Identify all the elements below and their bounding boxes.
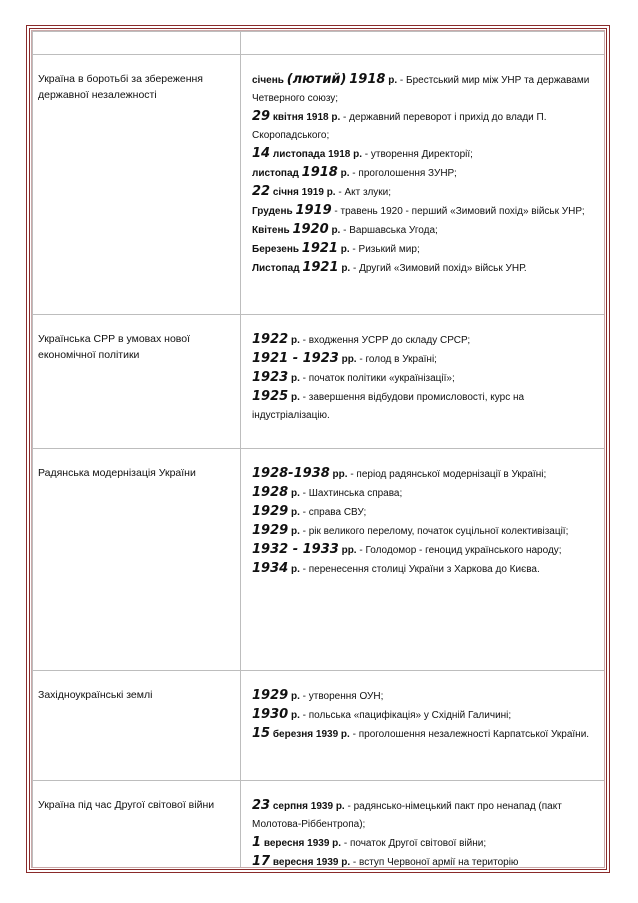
event-item [252, 350, 599, 369]
events-cell [241, 781, 606, 869]
event-text: - період радянської модернізації в Україні; [347, 469, 547, 480]
event-date-suffix: р. [340, 168, 350, 179]
event-year: 14 [252, 146, 271, 161]
history-table [32, 31, 605, 868]
table-row [33, 55, 606, 315]
event-date-suffix: квітня 1918 р. [272, 112, 341, 123]
event-year: 1934 [252, 561, 289, 576]
table-row [33, 449, 606, 671]
event-date-suffix: р. [290, 526, 300, 537]
event-year: 1919 [295, 203, 332, 218]
table-body [33, 55, 606, 869]
event-month: листопад [252, 168, 299, 179]
event-item [252, 834, 599, 853]
event-year: 17 [252, 854, 271, 868]
event-text: - рік великого перелому, початок суцільної колективізації; [299, 526, 569, 537]
event-item [252, 797, 599, 834]
event-year: 1918 [349, 72, 386, 87]
events-cell [241, 315, 606, 449]
event-item [252, 183, 599, 202]
event-item [252, 853, 599, 868]
event-alt-month: (лютий) [286, 72, 347, 87]
event-text: - перенесення столиці України з Харкова до Києва. [299, 564, 540, 575]
event-date-suffix: рр. [332, 469, 348, 480]
event-year: 1925 [252, 389, 289, 404]
event-year: 29 [252, 109, 271, 124]
event-year: 15 [252, 726, 271, 741]
period-label: Західноукраїнські землі [38, 689, 153, 701]
event-text: - справа СВУ; [299, 507, 367, 518]
event-item [252, 503, 599, 522]
period-label: Українська СРР в умовах нової економічної політики [38, 333, 191, 361]
event-year: 1928-1938 [252, 466, 330, 481]
event-text: - Акт злуки; [335, 187, 392, 198]
event-year: 1932 - 1933 [252, 542, 339, 557]
period-label: Україна в боротьбі за збереження державної незалежності [38, 73, 203, 101]
event-year: 1921 [302, 260, 339, 275]
event-date-suffix: р. [341, 263, 351, 274]
event-item [252, 465, 599, 484]
event-year: 1923 [252, 370, 289, 385]
event-year: 1928 [252, 485, 289, 500]
events-cell [241, 671, 606, 781]
event-year: 1921 [301, 241, 338, 256]
events-cell [241, 55, 606, 315]
event-item [252, 484, 599, 503]
event-text: - державний переворот і прихід до влади П. Скоропадського; [252, 112, 547, 141]
event-year: 23 [252, 798, 271, 813]
period-cell [33, 671, 241, 781]
event-item [252, 240, 599, 259]
event-date-suffix: р. [290, 392, 300, 403]
event-year: 22 [252, 184, 271, 199]
events-cell [241, 449, 606, 671]
event-date-suffix: р. [340, 244, 350, 255]
event-month: Березень [252, 244, 300, 255]
table-row [33, 671, 606, 781]
event-date-suffix: р. [290, 488, 300, 499]
event-item [252, 687, 599, 706]
event-date-suffix: березня 1939 р. [272, 729, 350, 740]
event-text: - Другий «Зимовий похід» військ УНР. [350, 263, 527, 274]
event-text: - завершення відбудови промисловості, курс на індустріалізацію. [252, 392, 525, 421]
event-item [252, 388, 599, 425]
event-month: Листопад [252, 263, 300, 274]
event-date-suffix: р. [290, 710, 300, 721]
event-text: - утворення ОУН; [299, 691, 384, 702]
event-date-suffix: листопада 1918 р. [272, 149, 363, 160]
event-date-suffix: р. [290, 691, 300, 702]
event-text: - утворення Директорії; [362, 149, 473, 160]
period-cell [33, 315, 241, 449]
event-item [252, 331, 599, 350]
event-item [252, 71, 599, 108]
event-date-suffix: р. [290, 373, 300, 384]
event-year: 1922 [252, 332, 289, 347]
event-month: січень [252, 75, 284, 86]
event-date-suffix: вересня 1939 р. [263, 838, 342, 849]
event-text: - початок політики «українізації»; [299, 373, 455, 384]
event-text: - входження УСРР до складу СРСР; [299, 335, 471, 346]
event-date-suffix: вересня 1939 р. [272, 857, 351, 868]
event-year: 1920 [292, 222, 329, 237]
event-text: - вступ Червоної армії на територію [350, 857, 519, 868]
event-item [252, 706, 599, 725]
event-date-suffix: січня 1919 р. [272, 187, 336, 198]
table-row [33, 781, 606, 869]
period-cell [33, 55, 241, 315]
event-item [252, 202, 599, 221]
event-year: 1930 [252, 707, 289, 722]
event-item [252, 145, 599, 164]
event-year: 1929 [252, 523, 289, 538]
event-text: - голод в Україні; [356, 354, 437, 365]
event-year: 1 [252, 835, 262, 850]
header-cell-period [33, 32, 241, 55]
header-cell-events [241, 32, 606, 55]
event-text: - Брестський мир між УНР та державами Четверного союзу; [252, 75, 590, 104]
event-text: - травень 1920 - перший «Зимовий похід» військ УНР; [331, 206, 585, 217]
event-text: - Варшавська Угода; [340, 225, 438, 236]
event-date-suffix: серпня 1939 р. [272, 801, 345, 812]
event-item [252, 725, 599, 744]
event-date-suffix: рр. [341, 354, 357, 365]
event-text: - проголошення ЗУНР; [349, 168, 457, 179]
event-text: - Ризький мир; [349, 244, 420, 255]
event-text: - польська «пацифікація» у Східній Галичині; [299, 710, 512, 721]
event-item [252, 164, 599, 183]
event-month: Квітень [252, 225, 290, 236]
event-item [252, 108, 599, 145]
event-text: - початок Другої світової війни; [341, 838, 487, 849]
event-date-suffix: рр. [341, 545, 357, 556]
event-text: - Голодомор - геноцид українського народу; [356, 545, 562, 556]
event-date-suffix: р. [290, 335, 300, 346]
event-item [252, 522, 599, 541]
event-date-suffix: р. [290, 564, 300, 575]
event-year: 1929 [252, 504, 289, 519]
period-cell [33, 449, 241, 671]
event-item [252, 259, 599, 278]
table-row [33, 315, 606, 449]
event-item [252, 221, 599, 240]
table-container [31, 30, 605, 868]
event-item [252, 560, 599, 579]
event-year: 1921 - 1923 [252, 351, 339, 366]
period-label: Україна під час Другої світової війни [38, 799, 215, 811]
event-text: - проголошення незалежності Карпатської України. [349, 729, 590, 740]
period-cell [33, 781, 241, 869]
event-month: Грудень [252, 206, 293, 217]
table-header-row [33, 32, 606, 55]
event-text: - радянсько-німецький пакт про ненапад (пакт Молотова-Ріббентропа); [252, 801, 562, 830]
event-date-suffix: р. [290, 507, 300, 518]
event-item [252, 369, 599, 388]
event-year: 1929 [252, 688, 289, 703]
event-date-suffix: р. [388, 75, 398, 86]
event-year: 1918 [301, 165, 338, 180]
event-item [252, 541, 599, 560]
event-date-suffix: р. [331, 225, 341, 236]
period-label: Радянська модернізація України [38, 467, 196, 479]
event-text: - Шахтинська справа; [299, 488, 403, 499]
